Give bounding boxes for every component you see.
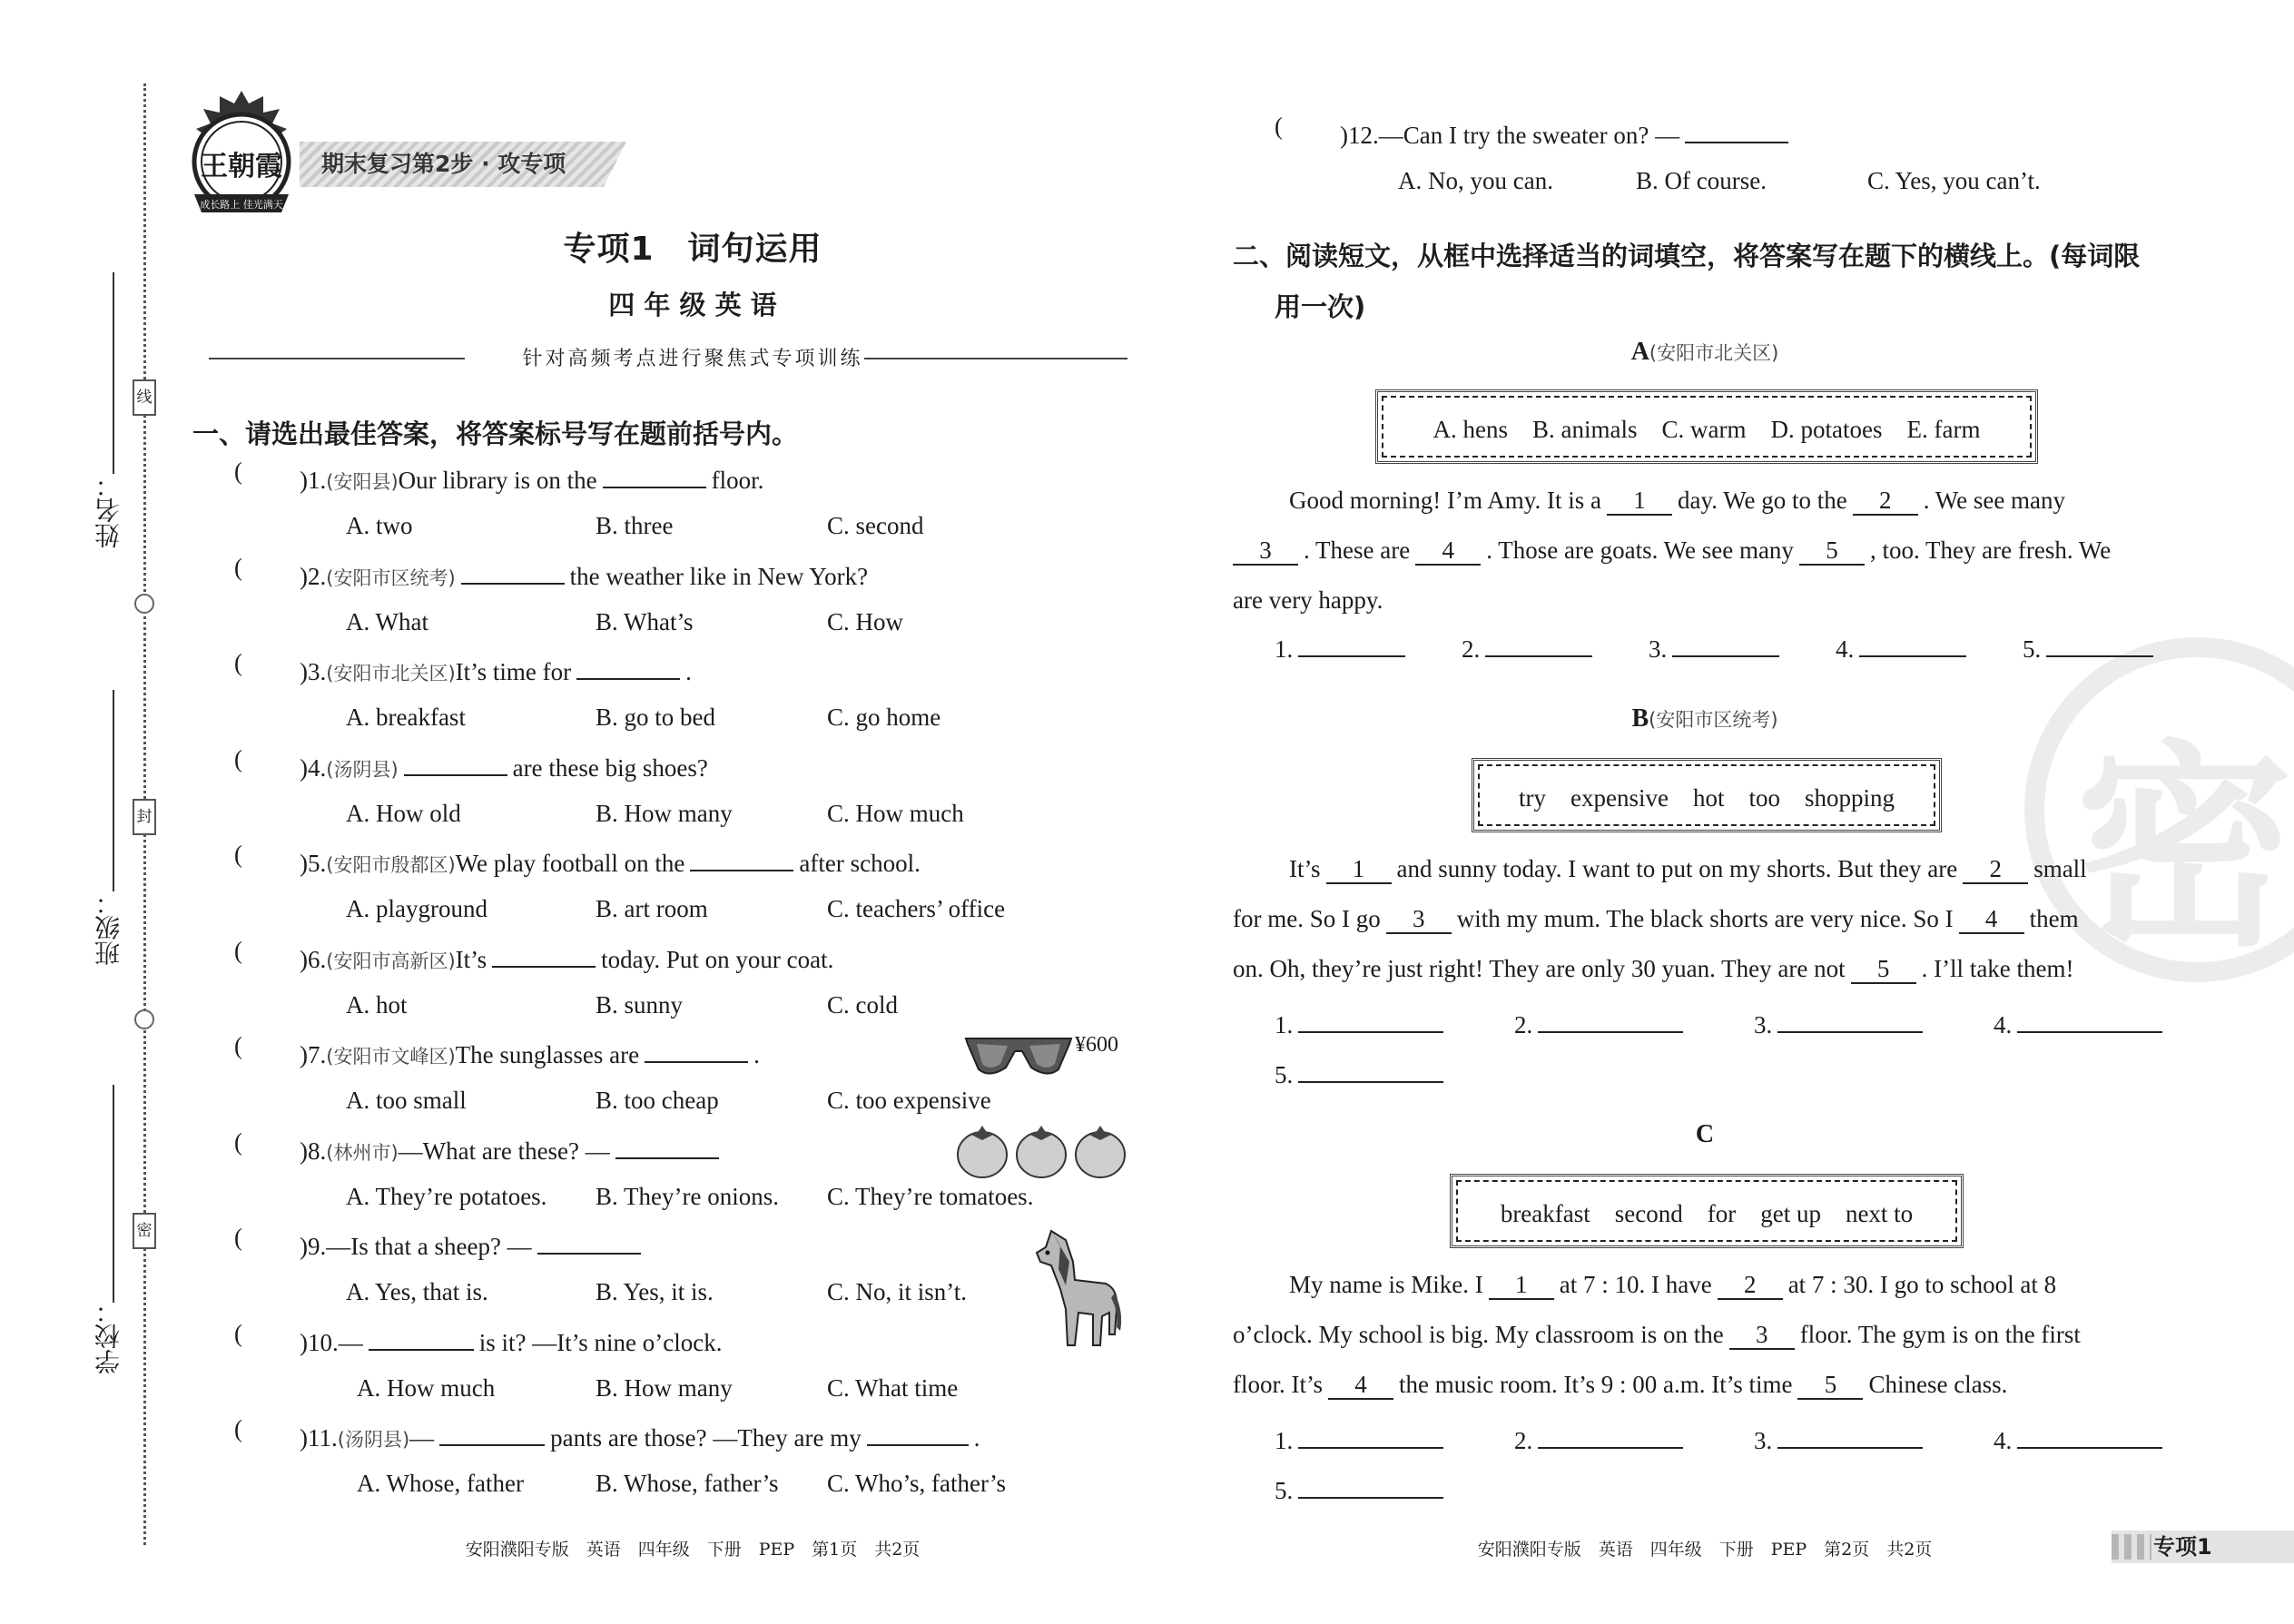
question-1-text-before: Our library is on the: [398, 467, 597, 494]
question-7-stem: [300, 1034, 760, 1075]
answer-a-1[interactable]: [1275, 630, 1462, 664]
passage-b-text-3: small: [2033, 855, 2087, 882]
question-6-option-b[interactable]: B. sunny: [596, 990, 684, 1019]
question-1-option-a[interactable]: A. two: [346, 512, 413, 539]
passage-b-text-5: with my mum. The black shorts are very nice. So I: [1456, 905, 1954, 932]
footer-left: 安阳濮阳专版 英语 四年级 下册 PEP 第1页 共2页: [465, 1540, 921, 1560]
answer-bracket-11[interactable]: (: [234, 1415, 242, 1442]
question-3-source: (安阳市北关区): [326, 663, 456, 684]
question-8-blank[interactable]: [615, 1130, 719, 1159]
question-3-blank[interactable]: [576, 651, 680, 680]
question-11-option-a[interactable]: A. Whose, father: [357, 1470, 524, 1497]
page-title: 专项1 词句运用: [563, 231, 822, 268]
question-6-blank[interactable]: [492, 939, 596, 968]
question-6-source: (安阳市高新区): [326, 950, 456, 972]
question-9-blank[interactable]: [537, 1225, 641, 1255]
seal-mark-feng: 封: [133, 799, 156, 835]
answer-bracket-4[interactable]: (: [234, 744, 242, 773]
horse-image: [1033, 1225, 1124, 1353]
question-3-number: )3.: [300, 658, 327, 685]
answer-a-5[interactable]: [2023, 630, 2177, 664]
question-4-number: )4.: [300, 753, 327, 782]
question-11-source: (汤阴县): [337, 1429, 410, 1451]
question-3-stem: [300, 651, 692, 692]
passage-a-title: [1233, 338, 2177, 367]
question-2-blank[interactable]: [461, 556, 565, 585]
question-11-text-before: —: [409, 1424, 435, 1452]
passage-b-text-8: . I’ll take them!: [1921, 955, 2074, 982]
answer-bracket-10[interactable]: (: [234, 1319, 242, 1347]
passage-c-word-box: breakfast second for get up next to: [1456, 1180, 1957, 1242]
question-3-text-before: It’s time for: [455, 658, 572, 685]
price-tag: ¥600: [1075, 1033, 1118, 1057]
question-11-blank-2[interactable]: [867, 1417, 969, 1446]
question-3-text-after: .: [685, 658, 692, 685]
page-subtitle: 四 年 级 英 语: [608, 290, 777, 320]
answer-c-1[interactable]: [1275, 1416, 1514, 1466]
passage-c-text-8: Chinese class.: [1868, 1371, 2008, 1398]
question-7-text-before: The sunglasses are: [455, 1041, 640, 1068]
question-2-text-after: the weather like in New York?: [569, 562, 869, 590]
answer-c-5[interactable]: [1275, 1466, 1514, 1516]
question-3-option-c[interactable]: C. go home: [827, 704, 941, 731]
answer-b-2[interactable]: [1514, 1000, 1754, 1050]
passage-a-text-7: are very happy.: [1233, 586, 1383, 614]
answer-b-5-label: 5.: [1275, 1061, 1294, 1088]
passage-a-blank-1: 1: [1607, 487, 1672, 516]
answer-a-4[interactable]: [1836, 630, 2023, 664]
passage-a-word-box: A. hens B. animals C. warm D. potatoes E. farm: [1382, 396, 2032, 458]
section2-heading-line2: 用一次): [1275, 291, 1366, 322]
question-2-option-b[interactable]: B. What’s: [596, 607, 694, 635]
tomato-icon: [955, 1122, 1127, 1180]
answer-bracket-12[interactable]: (: [1275, 113, 1283, 140]
answer-bracket-1[interactable]: (: [234, 458, 242, 485]
answer-a-3[interactable]: [1649, 630, 1836, 664]
question-11-text-end: .: [973, 1424, 980, 1452]
passage-a-text-2: day. We go to the: [1677, 487, 1847, 514]
question-5-text-after: after school.: [799, 850, 921, 877]
answer-b-5[interactable]: [1275, 1050, 1514, 1100]
answer-bracket-3[interactable]: (: [234, 649, 242, 676]
passage-a-text-1: Good morning! I’m Amy. It is a: [1289, 487, 1601, 514]
question-11-stem: [300, 1417, 980, 1458]
answer-c-3[interactable]: [1754, 1416, 1994, 1466]
passage-b-text: [1233, 844, 2177, 994]
answer-c-4[interactable]: [1994, 1416, 2175, 1466]
passage-b-text-7: on. Oh, they’re just right! They are only 30 yuan. They are not: [1233, 955, 1846, 982]
sunglasses-image: [964, 1031, 1073, 1082]
passage-a-text-3: . We see many: [1923, 487, 2066, 514]
question-1-source: (安阳县): [326, 471, 399, 493]
question-2-number: )2.: [300, 562, 327, 590]
logo-ribbon-text: 成长路上 佳光满天: [200, 199, 283, 211]
question-1-option-c[interactable]: C. second: [827, 512, 924, 539]
answer-b-1-label: 1.: [1275, 1011, 1294, 1038]
passage-b-blank-3: 3: [1386, 905, 1452, 934]
question-11-text-after: pants are those? —They are my: [550, 1424, 861, 1452]
question-10-option-a[interactable]: A. How much: [357, 1373, 496, 1402]
question-10-text-before: —: [338, 1328, 363, 1356]
question-9-option-c[interactable]: C. No, it isn’t.: [827, 1278, 968, 1305]
passage-a-blank-4: 4: [1415, 536, 1481, 566]
seal-mark-xian: 线: [133, 379, 156, 416]
school-field[interactable]: [113, 1085, 114, 1303]
question-12-text-before: —Can I try the sweater on? —: [1378, 122, 1680, 149]
passage-c-text: [1233, 1260, 2177, 1410]
question-6-text-before: It’s: [455, 945, 487, 973]
question-10-number: )10.: [300, 1328, 339, 1356]
question-4-stem: [300, 747, 708, 788]
answer-a-3-label: 3.: [1649, 635, 1668, 663]
passage-b-blank-2: 2: [1963, 855, 2028, 884]
passage-c-title: C: [1695, 1120, 1715, 1148]
answer-a-2-label: 2.: [1462, 635, 1481, 663]
question-7-number: )7.: [300, 1041, 327, 1068]
answer-c-2-label: 2.: [1514, 1427, 1533, 1454]
passage-c-blank-3: 3: [1729, 1321, 1795, 1350]
passage-a-letter: A: [1630, 338, 1649, 366]
question-4-option-c[interactable]: C. How much: [827, 799, 964, 827]
tagline-text: 针对高频考点进行聚焦式专项训练: [522, 348, 863, 370]
passage-c-text-5: floor. The gym is on the first: [1799, 1321, 2081, 1348]
name-field[interactable]: [113, 272, 114, 474]
question-5-option-c[interactable]: C. teachers’ office: [827, 895, 1006, 922]
question-6-option-c[interactable]: C. cold: [827, 990, 898, 1019]
passage-c-text-3: at 7 : 30. I go to school at 8: [1787, 1271, 2057, 1298]
passage-a-text-6: , too. They are fresh. We: [1869, 536, 2112, 564]
school-label: 学校：: [94, 1298, 123, 1374]
passage-c-text-6: floor. It’s: [1233, 1371, 1323, 1398]
header-banner-text: 期末复习第2步 · 攻专项: [321, 151, 566, 177]
question-5-blank[interactable]: [690, 842, 793, 871]
answer-b-3[interactable]: [1754, 1000, 1994, 1050]
passage-c-blank-1: 1: [1489, 1271, 1554, 1300]
question-8-text-before: —What are these? —: [398, 1137, 610, 1165]
class-label: 班级：: [94, 890, 123, 966]
question-4-option-b[interactable]: B. How many: [596, 799, 733, 827]
question-5-stem: [300, 842, 921, 883]
question-12-option-a[interactable]: A. No, you can.: [1398, 167, 1553, 194]
question-8-number: )8.: [300, 1137, 327, 1165]
answer-bracket-2[interactable]: (: [234, 553, 242, 581]
question-4-text-after: are these big shoes?: [512, 753, 708, 782]
passage-c-blank-2: 2: [1718, 1271, 1783, 1300]
passage-b-blank-4: 4: [1959, 905, 2024, 934]
binding-hole-2: [134, 1009, 154, 1029]
question-10-stem: [300, 1322, 722, 1361]
question-5-text-before: We play football on the: [455, 850, 685, 877]
passage-b-text-1: It’s: [1289, 855, 1321, 882]
passage-a-text-5: . Those are goats. We see many: [1486, 536, 1794, 564]
question-4-option-a[interactable]: A. How old: [346, 799, 461, 827]
seal-mark-mi: 密: [133, 1213, 156, 1249]
tomatoes-image: [955, 1122, 1127, 1180]
question-10-text-after: is it? —It’s nine o’clock.: [478, 1328, 723, 1356]
question-6-stem: [300, 939, 833, 979]
question-7-option-b[interactable]: B. too cheap: [596, 1087, 719, 1114]
passage-a-answers: [1275, 630, 2182, 664]
footer-tag: 专项1: [2153, 1534, 2212, 1560]
answer-a-4-label: 4.: [1836, 635, 1855, 663]
footer-right: 安阳濮阳专版 英语 四年级 下册 PEP 第2页 共2页: [1477, 1540, 1933, 1560]
watermark-text: 密: [2075, 722, 2294, 976]
passage-c-text-2: at 7 : 10. I have: [1559, 1271, 1712, 1298]
name-label: 姓名：: [94, 472, 123, 548]
question-2-option-c[interactable]: C. How: [827, 607, 904, 635]
passage-c-blank-5: 5: [1797, 1371, 1863, 1400]
passage-a-text-4: . These are: [1304, 536, 1411, 564]
answer-bracket-9[interactable]: (: [234, 1224, 242, 1251]
logo-text: 王朝霞: [201, 151, 282, 182]
question-7-text-after: .: [753, 1041, 760, 1068]
question-9-option-b[interactable]: B. Yes, it is.: [596, 1278, 714, 1305]
question-8-source: (林州市): [326, 1141, 399, 1164]
passage-c-text-4: o’clock. My school is big. My classroom is on the: [1233, 1321, 1724, 1348]
question-11-blank[interactable]: [439, 1417, 545, 1446]
question-8-option-b[interactable]: B. They’re onions.: [596, 1182, 779, 1210]
tagline-rule-right: [864, 358, 1127, 359]
answer-c-2[interactable]: [1514, 1416, 1754, 1466]
question-12-number: )12.: [1340, 122, 1379, 149]
question-6-number: )6.: [300, 945, 327, 973]
question-9-text-before: —Is that a sheep? —: [326, 1233, 532, 1260]
question-12-stem: [1340, 114, 1794, 153]
question-6-option-a[interactable]: A. hot: [346, 990, 408, 1019]
question-1-stem: [300, 459, 763, 500]
passage-a-source: (安阳市北关区): [1649, 342, 1779, 364]
answer-b-4[interactable]: [1994, 1000, 2175, 1050]
passage-b-text-6: them: [2029, 905, 2079, 932]
question-8-option-a[interactable]: A. They’re potatoes.: [346, 1182, 547, 1210]
question-3-option-b[interactable]: B. go to bed: [596, 704, 715, 731]
binding-hole-1: [134, 594, 154, 614]
answer-a-5-label: 5.: [2023, 635, 2042, 663]
passage-b-blank-1: 1: [1326, 855, 1392, 884]
question-10-option-c[interactable]: C. What time: [827, 1373, 959, 1402]
answer-c-3-label: 3.: [1754, 1427, 1773, 1454]
question-4-source: (汤阴县): [326, 758, 399, 781]
answer-bracket-6[interactable]: (: [234, 936, 242, 964]
sunglasses-icon: [964, 1031, 1073, 1082]
answer-b-1[interactable]: [1275, 1000, 1514, 1050]
horse-icon: [1033, 1225, 1124, 1353]
question-1-blank[interactable]: [603, 459, 706, 488]
question-2-stem: [300, 556, 868, 596]
passage-b-text-4: for me. So I go: [1233, 905, 1381, 932]
question-3-option-a[interactable]: A. breakfast: [346, 704, 466, 731]
passage-c-answers: [1275, 1416, 2182, 1516]
passage-a-blank-2: 2: [1853, 487, 1918, 516]
question-1-number: )1.: [300, 467, 327, 494]
passage-a-blank-3: 3: [1233, 536, 1298, 566]
passage-b-word-box: try expensive hot too shopping: [1478, 764, 1935, 826]
question-5-number: )5.: [300, 850, 327, 877]
question-8-stem: [300, 1130, 724, 1171]
answer-c-1-label: 1.: [1275, 1427, 1294, 1454]
passage-b-answers: [1275, 1000, 2182, 1100]
question-5-option-a[interactable]: A. playground: [346, 895, 487, 922]
footer-tag-pattern: [2112, 1534, 2151, 1560]
question-11-option-c[interactable]: C. Who’s, father’s: [827, 1470, 1006, 1497]
answer-a-2[interactable]: [1462, 630, 1649, 664]
answer-c-4-label: 4.: [1994, 1427, 2013, 1454]
answer-bracket-5[interactable]: (: [234, 841, 242, 868]
answer-bracket-7[interactable]: (: [234, 1032, 242, 1059]
question-12-option-c[interactable]: C. Yes, you can’t.: [1867, 167, 2041, 194]
question-8-option-c[interactable]: C. They’re tomatoes.: [827, 1182, 1034, 1210]
question-1-option-b[interactable]: B. three: [596, 512, 674, 539]
section2-heading-line1: 二、阅读短文，从框中选择适当的词填空，将答案写在题下的横线上。(每词限: [1233, 241, 2141, 271]
question-7-blank[interactable]: [645, 1034, 748, 1063]
question-7-source: (安阳市文峰区): [326, 1046, 456, 1068]
question-12-option-b[interactable]: B. Of course.: [1636, 167, 1767, 194]
question-10-blank[interactable]: [369, 1322, 474, 1351]
question-1-text-after: floor.: [711, 467, 764, 494]
question-6-text-after: today. Put on your coat.: [601, 945, 834, 973]
passage-a-text: [1233, 476, 2177, 625]
question-7-option-c[interactable]: C. too expensive: [827, 1087, 991, 1114]
question-5-source: (安阳市殷都区): [326, 854, 456, 876]
answer-a-1-label: 1.: [1275, 635, 1294, 663]
brand-logo: [178, 87, 305, 223]
passage-b-source: (安阳市区统考): [1649, 709, 1778, 731]
question-7-option-a[interactable]: A. too small: [346, 1087, 467, 1114]
question-11-number: )11.: [300, 1424, 338, 1452]
passage-c-blank-4: 4: [1328, 1371, 1393, 1400]
question-2-option-a[interactable]: A. What: [346, 607, 428, 635]
answer-c-5-label: 5.: [1275, 1477, 1294, 1504]
passage-c-text-7: the music room. It’s 9 : 00 a.m. It’s time: [1399, 1371, 1793, 1398]
question-9-stem: [300, 1225, 646, 1265]
question-10-option-b[interactable]: B. How many: [596, 1373, 733, 1402]
passage-b-letter: B: [1631, 704, 1649, 733]
answer-bracket-8[interactable]: (: [234, 1127, 242, 1156]
question-11-option-b[interactable]: B. Whose, father’s: [596, 1470, 779, 1497]
passage-b-text-2: and sunny today. I want to put on my shorts. But they are: [1396, 855, 1958, 882]
class-field[interactable]: [113, 690, 114, 891]
passage-b-blank-5: 5: [1851, 955, 1916, 984]
passage-c-text-1: My name is Mike. I: [1289, 1271, 1483, 1298]
question-9-option-a[interactable]: A. Yes, that is.: [346, 1278, 488, 1305]
question-5-option-b[interactable]: B. art room: [596, 895, 708, 922]
question-9-number: )9.: [300, 1233, 327, 1260]
passage-a-blank-5: 5: [1799, 536, 1865, 566]
section1-heading: 一、请选出最佳答案，将答案标号写在题前括号内。: [192, 418, 799, 449]
answer-b-2-label: 2.: [1514, 1011, 1533, 1038]
answer-b-3-label: 3.: [1754, 1011, 1773, 1038]
question-2-source: (安阳市区统考): [326, 566, 456, 589]
passage-b-title: [1233, 704, 2177, 733]
question-12-blank[interactable]: [1685, 114, 1788, 143]
question-4-blank[interactable]: [404, 747, 507, 776]
answer-b-4-label: 4.: [1994, 1011, 2013, 1038]
